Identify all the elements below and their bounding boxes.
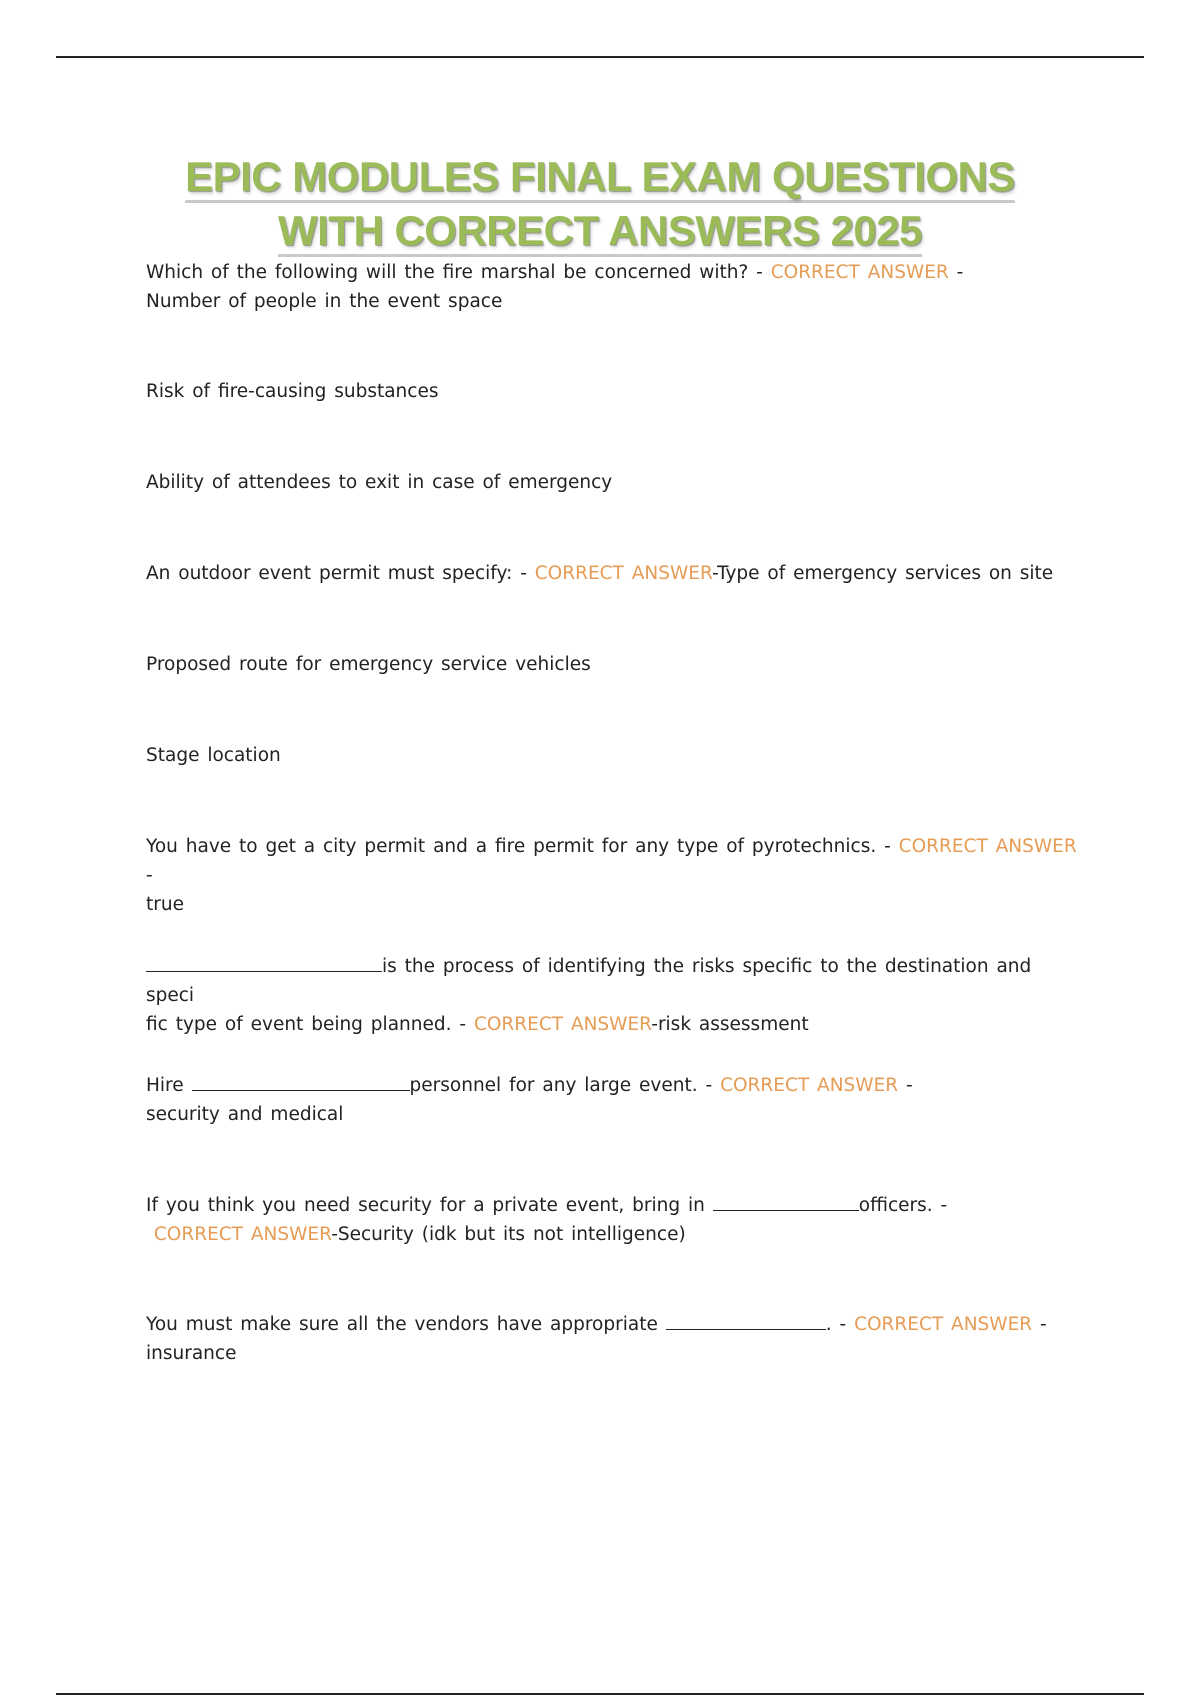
answer-text: Number of people in the event space	[146, 291, 503, 312]
separator: -	[906, 1075, 913, 1096]
fill-in-blank	[192, 1072, 410, 1091]
bottom-rule	[56, 1693, 1144, 1695]
separator: -	[712, 563, 718, 584]
separator: -	[1040, 1314, 1047, 1335]
qa-item	[146, 559, 1086, 588]
top-rule	[56, 56, 1144, 58]
answer-text: Type of emergency services on site	[717, 563, 1054, 584]
question-text: If you think you need security for a private event, bring in	[146, 1195, 705, 1216]
answer-text: Ability of attendees to exit in case of emergency	[146, 472, 613, 493]
answer-option	[146, 650, 1086, 679]
answer-text: security and medical	[146, 1104, 344, 1125]
separator: -	[331, 1224, 338, 1245]
fill-in-blank	[713, 1192, 859, 1211]
qa-item	[146, 1191, 1086, 1249]
answer-text: Proposed route for emergency service vehicles	[146, 654, 591, 675]
answer-label: CORRECT ANSWER	[770, 262, 949, 283]
answer-label: CORRECT ANSWER	[473, 1014, 652, 1035]
answer-label: CORRECT ANSWER	[534, 563, 713, 584]
answer-option	[146, 741, 1086, 770]
question-text: You must make sure all the vendors have appropriate	[146, 1314, 658, 1335]
answer-text: insurance	[146, 1343, 237, 1364]
title-line-2: WITH CORRECT ANSWERS 2025	[278, 207, 922, 257]
qa-item	[146, 258, 1086, 316]
fill-in-blank	[146, 953, 382, 972]
question-text: An outdoor event permit must specify: -	[146, 563, 527, 584]
qa-item	[146, 832, 1086, 919]
document-title	[0, 150, 1200, 258]
answer-text: Risk of fire-causing substances	[146, 381, 439, 402]
question-text-cont: fic type of event being planned. -	[146, 1014, 467, 1035]
title-line-1: EPIC MODULES FINAL EXAM QUESTIONS	[185, 153, 1015, 203]
separator: -	[651, 1014, 658, 1035]
answer-option	[146, 377, 1086, 406]
question-text: You have to get a city permit and a fire permit for any type of pyrotechnics. -	[146, 836, 891, 857]
answer-text: risk assessment	[657, 1014, 809, 1035]
answer-text: true	[146, 894, 184, 915]
answer-option	[146, 468, 1086, 497]
question-text: Which of the following will the fire marshal be concerned with? -	[146, 262, 763, 283]
qa-item	[146, 1071, 1086, 1129]
answer-text: Stage location	[146, 745, 281, 766]
answer-label: CORRECT ANSWER	[854, 1314, 1033, 1335]
qa-item	[146, 952, 1086, 1039]
question-text-cont: officers. -	[858, 1195, 948, 1216]
question-text-cont: . -	[825, 1314, 847, 1335]
fill-in-blank	[666, 1311, 826, 1330]
answer-label: CORRECT ANSWER	[153, 1224, 332, 1245]
separator: -	[956, 262, 964, 283]
answer-label: CORRECT ANSWER	[720, 1075, 899, 1096]
answer-label: CORRECT ANSWER	[898, 836, 1077, 857]
qa-item	[146, 1310, 1086, 1368]
question-text-cont: personnel for any large event. -	[409, 1075, 713, 1096]
answer-text: Security (idk but its not intelligence)	[337, 1224, 686, 1245]
question-text: Hire	[146, 1075, 184, 1096]
separator: -	[146, 865, 153, 886]
question-text: is the process of identifying the risks specific to the destination and speci	[146, 956, 1032, 1006]
